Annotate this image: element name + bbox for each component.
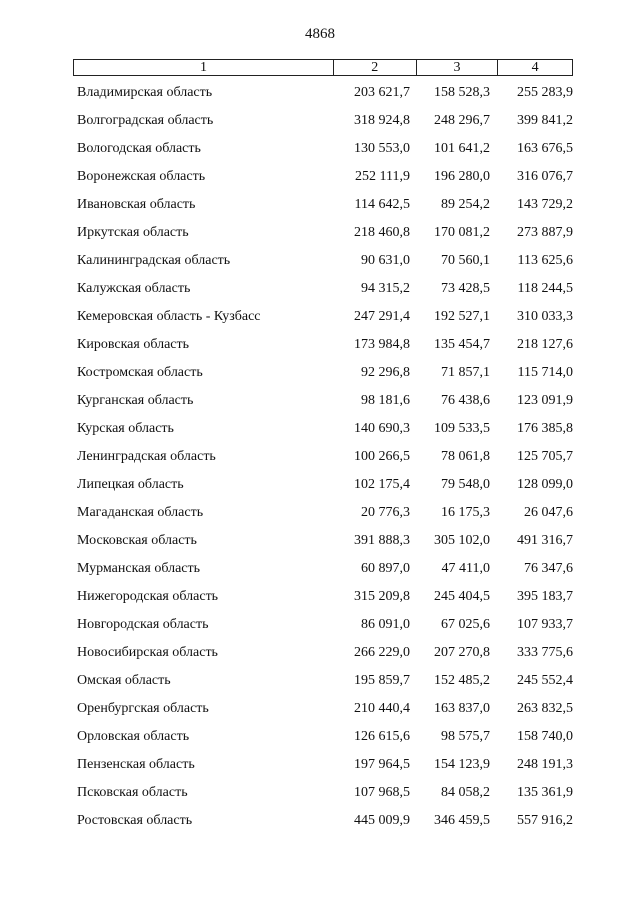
value-col-4: 557 916,2: [517, 813, 573, 828]
value-col-4: 113 625,6: [517, 253, 573, 268]
table-row: [73, 134, 583, 162]
table-header: [73, 59, 573, 76]
table-row: [73, 610, 583, 638]
value-col-2: 218 460,8: [354, 225, 410, 240]
table-row: [73, 498, 583, 526]
region-name: Новосибирская область: [77, 645, 218, 660]
value-col-2: 173 984,8: [354, 337, 410, 352]
table-row: [73, 330, 583, 358]
region-name: Псковская область: [77, 785, 188, 800]
region-name: Иркутская область: [77, 225, 189, 240]
table-row: [73, 386, 583, 414]
value-col-3: 47 411,0: [441, 561, 490, 576]
page-number: 4868: [305, 26, 335, 42]
region-name: Пензенская область: [77, 757, 195, 772]
table-row: [73, 274, 583, 302]
table-row: [73, 358, 583, 386]
value-col-3: 76 438,6: [441, 393, 490, 408]
value-col-4: 76 347,6: [524, 561, 573, 576]
value-col-2: 100 266,5: [354, 449, 410, 464]
value-col-3: 245 404,5: [434, 589, 490, 604]
region-name: Курская область: [77, 421, 174, 436]
value-col-3: 73 428,5: [441, 281, 490, 296]
value-col-3: 192 527,1: [434, 309, 490, 324]
value-col-3: 101 641,2: [434, 141, 490, 156]
table-row: [73, 750, 583, 778]
value-col-3: 109 533,5: [434, 421, 490, 436]
region-name: Омская область: [77, 673, 171, 688]
region-name: Ростовская область: [77, 813, 193, 828]
region-name: Ивановская область: [77, 197, 196, 212]
value-col-2: 318 924,8: [354, 113, 410, 128]
table-row: [73, 666, 583, 694]
value-col-4: 395 183,7: [517, 589, 573, 604]
value-col-4: 273 887,9: [517, 225, 573, 240]
region-name: Кемеровская область - Кузбасс: [77, 309, 261, 324]
value-col-4: 26 047,6: [524, 505, 573, 520]
region-name: Московская область: [77, 533, 197, 548]
value-col-2: 20 776,3: [361, 505, 410, 520]
value-col-2: 391 888,3: [354, 533, 410, 548]
value-col-3: 158 528,3: [434, 85, 490, 100]
value-col-4: 245 552,4: [517, 673, 573, 688]
value-col-3: 207 270,8: [434, 645, 490, 660]
value-col-2: 203 621,7: [354, 85, 410, 100]
value-col-4: 399 841,2: [517, 113, 573, 128]
value-col-3: 163 837,0: [434, 701, 490, 716]
value-col-3: 78 061,8: [441, 449, 490, 464]
table-row: [73, 582, 583, 610]
value-col-4: 135 361,9: [517, 785, 573, 800]
value-col-2: 197 964,5: [354, 757, 410, 772]
table-body: [73, 78, 583, 834]
value-col-3: 16 175,3: [441, 505, 490, 520]
region-name: Волгоградская область: [77, 113, 214, 128]
table-row: [73, 218, 583, 246]
value-col-2: 126 615,6: [354, 729, 410, 744]
table-row: [73, 778, 583, 806]
value-col-2: 94 315,2: [361, 281, 410, 296]
table-row: [73, 470, 583, 498]
value-col-3: 70 560,1: [441, 253, 490, 268]
column-header-1: 1: [199, 60, 207, 75]
region-name: Кировская область: [77, 337, 190, 352]
value-col-2: 92 296,8: [361, 365, 410, 380]
region-name: Калужская область: [77, 281, 191, 296]
table-row: [73, 246, 583, 274]
table-row: [73, 526, 583, 554]
value-col-4: 316 076,7: [517, 169, 573, 184]
region-name: Вологодская область: [77, 141, 201, 156]
value-col-3: 135 454,7: [434, 337, 490, 352]
value-col-2: 107 968,5: [354, 785, 410, 800]
column-header-4: 4: [497, 60, 572, 75]
value-col-2: 140 690,3: [354, 421, 410, 436]
value-col-4: 176 385,8: [517, 421, 573, 436]
table-row: [73, 106, 583, 134]
table-row: [73, 806, 583, 834]
table-row: [73, 302, 583, 330]
value-col-4: 218 127,6: [517, 337, 573, 352]
value-col-4: 125 705,7: [517, 449, 573, 464]
value-col-3: 89 254,2: [441, 197, 490, 212]
value-col-2: 114 642,5: [354, 197, 410, 212]
table-row: [73, 442, 583, 470]
value-col-3: 154 123,9: [434, 757, 490, 772]
value-col-3: 248 296,7: [434, 113, 490, 128]
column-header-2: 2: [333, 60, 416, 75]
value-col-3: 67 025,6: [441, 617, 490, 632]
value-col-2: 210 440,4: [354, 701, 410, 716]
value-col-4: 118 244,5: [517, 281, 573, 296]
value-col-4: 123 091,9: [517, 393, 573, 408]
region-name: Липецкая область: [77, 477, 184, 492]
region-name: Курганская область: [77, 393, 194, 408]
value-col-4: 143 729,2: [517, 197, 573, 212]
value-col-4: 310 033,3: [517, 309, 573, 324]
region-name: Магаданская область: [77, 505, 204, 520]
value-col-2: 60 897,0: [361, 561, 410, 576]
value-col-2: 266 229,0: [354, 645, 410, 660]
value-col-4: 128 099,0: [517, 477, 573, 492]
value-col-4: 107 933,7: [517, 617, 573, 632]
value-col-2: 315 209,8: [354, 589, 410, 604]
column-header-3: 3: [416, 60, 498, 75]
value-col-4: 248 191,3: [517, 757, 573, 772]
value-col-2: 86 091,0: [361, 617, 410, 632]
value-col-2: 195 859,7: [354, 673, 410, 688]
value-col-3: 152 485,2: [434, 673, 490, 688]
region-name: Ленинградская область: [77, 449, 216, 464]
region-name: Воронежская область: [77, 169, 206, 184]
table-row: [73, 722, 583, 750]
region-name: Мурманская область: [77, 561, 201, 576]
value-col-2: 252 111,9: [355, 169, 410, 184]
region-name: Оренбургская область: [77, 701, 209, 716]
value-col-2: 90 631,0: [361, 253, 410, 268]
value-col-2: 98 181,6: [361, 393, 410, 408]
value-col-2: 102 175,4: [354, 477, 410, 492]
value-col-2: 445 009,9: [354, 813, 410, 828]
value-col-2: 247 291,4: [354, 309, 410, 324]
value-col-2: 130 553,0: [354, 141, 410, 156]
value-col-3: 196 280,0: [434, 169, 490, 184]
region-name: Владимирская область: [77, 85, 213, 100]
value-col-3: 84 058,2: [441, 785, 490, 800]
table-row: [73, 554, 583, 582]
value-col-4: 491 316,7: [517, 533, 573, 548]
value-col-4: 163 676,5: [517, 141, 573, 156]
region-name: Орловская область: [77, 729, 190, 744]
value-col-4: 333 775,6: [517, 645, 573, 660]
table-row: [73, 638, 583, 666]
value-col-3: 346 459,5: [434, 813, 490, 828]
value-col-3: 305 102,0: [434, 533, 490, 548]
table-row: [73, 78, 583, 106]
value-col-4: 115 714,0: [517, 365, 573, 380]
value-col-3: 98 575,7: [441, 729, 490, 744]
value-col-4: 158 740,0: [517, 729, 573, 744]
value-col-3: 71 857,1: [441, 365, 490, 380]
value-col-4: 263 832,5: [517, 701, 573, 716]
table-row: [73, 414, 583, 442]
region-name: Нижегородская область: [77, 589, 219, 604]
region-name: Костромская область: [77, 365, 203, 380]
table-row: [73, 694, 583, 722]
region-name: Калининградская область: [77, 253, 231, 268]
value-col-3: 170 081,2: [434, 225, 490, 240]
value-col-4: 255 283,9: [517, 85, 573, 100]
table-row: [73, 190, 583, 218]
region-name: Новгородская область: [77, 617, 209, 632]
table-row: [73, 162, 583, 190]
value-col-3: 79 548,0: [441, 477, 490, 492]
